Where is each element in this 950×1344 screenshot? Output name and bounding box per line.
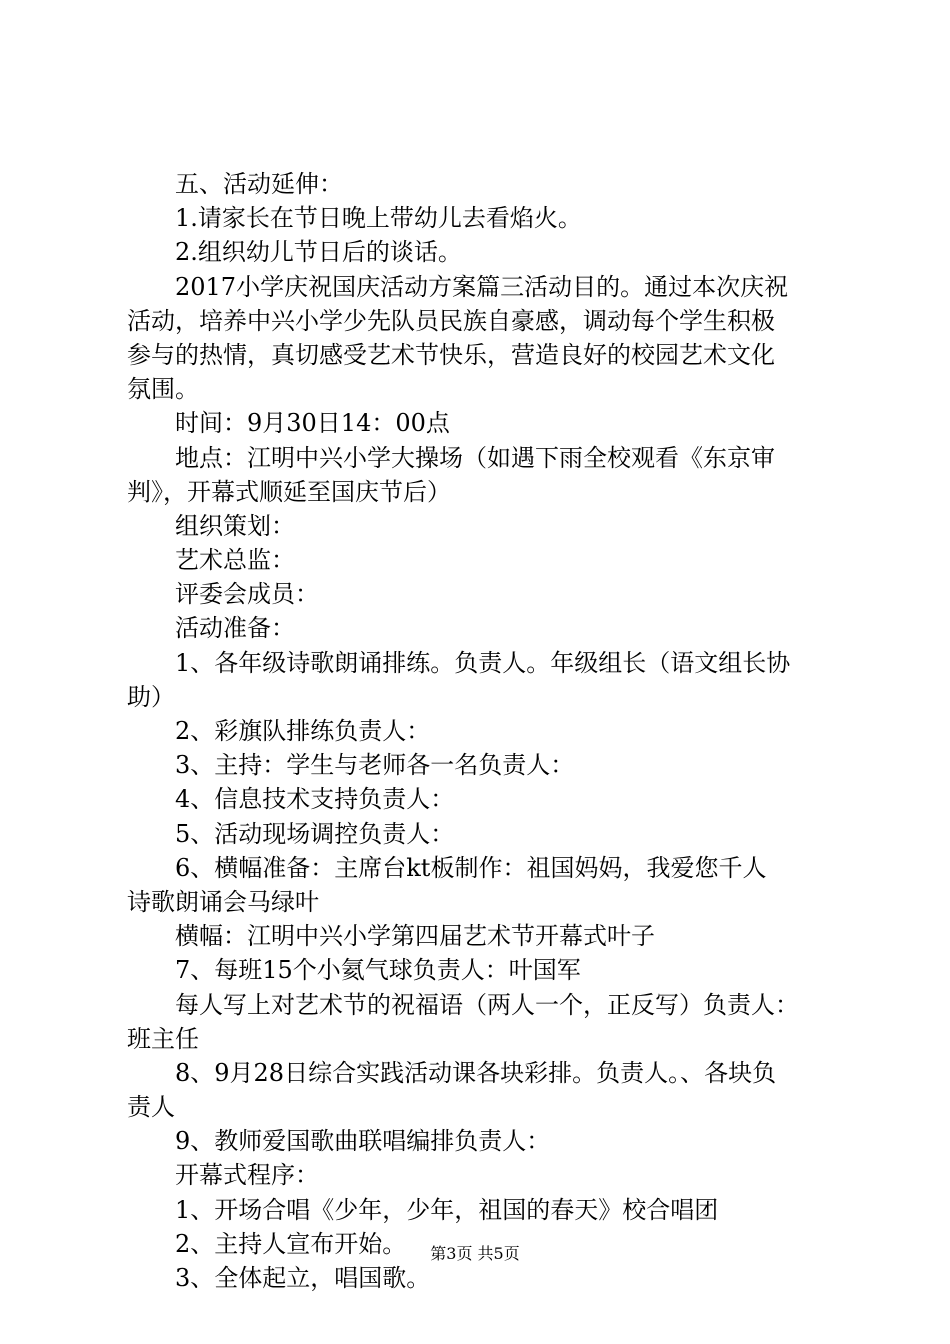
text-line: 2.组织幼儿节日后的谈话。: [175, 238, 462, 267]
text-line: 助）: [127, 682, 175, 711]
text-line: 诗歌朗诵会马绿叶: [127, 887, 319, 916]
text-line: 2、主持人宣布开始。: [175, 1229, 407, 1258]
text-line: 1、开场合唱《少年，少年，祖国的春天》校合唱团: [175, 1195, 719, 1224]
text-line: 1、各年级诗歌朗诵排练。负责人。年级组长（语文组长协: [175, 648, 791, 677]
text-line: 9、教师爱国歌曲联唱编排负责人：: [175, 1127, 551, 1156]
text-line: 每人写上对艺术节的祝福语（两人一个，正反写）负责人：: [175, 990, 799, 1019]
text-line: 3、主持：学生与老师各一名负责人：: [175, 751, 575, 780]
text-line: 1.请家长在节日晚上带幼儿去看焰火。: [175, 204, 582, 233]
text-line: 2、彩旗队排练负责人：: [175, 717, 431, 745]
text-line: 参与的热情，真切感受艺术节快乐，营造良好的校园艺术文化: [127, 340, 775, 369]
text-line: 艺术总监：: [175, 546, 295, 575]
text-line: 开幕式程序：: [175, 1161, 319, 1190]
text-line: 氛围。: [127, 375, 199, 404]
text-line: 4、信息技术支持负责人：: [175, 785, 455, 814]
text-line: 班主任: [127, 1024, 199, 1053]
text-line: 6、横幅准备：主席台kt板制作：祖国妈妈，我爱您千人: [175, 853, 767, 882]
text-line: 评委会成员：: [175, 580, 319, 609]
text-line: 7、每班15个小氦气球负责人：叶国军: [175, 956, 581, 985]
text-line: 横幅：江明中兴小学第四届艺术节开幕式叶子: [175, 922, 655, 951]
text-line: 判》，开幕式顺延至国庆节后）: [127, 477, 451, 506]
text-line: 3、全体起立，唱国歌。: [175, 1264, 431, 1292]
document-body: [127, 167, 837, 1295]
text-line: 组织策划：: [175, 511, 295, 540]
text-line: 时间：9月30日14：00点: [175, 409, 450, 438]
text-line: 活动准备：: [175, 614, 295, 643]
text-line: 5、活动现场调控负责人：: [175, 819, 455, 848]
page-footer: 第3页 共5页: [430, 1244, 520, 1263]
text-line: 地点：江明中兴小学大操场（如遇下雨全校观看《东京审: [175, 443, 775, 472]
text-line: 责人: [127, 1093, 175, 1122]
text-line: 活动，培养中兴小学少先队员民族自豪感，调动每个学生积极: [127, 306, 775, 335]
text-line: 五、活动延伸：: [175, 170, 343, 198]
text-line: 2017小学庆祝国庆活动方案篇三活动目的。通过本次庆祝: [175, 272, 789, 301]
text-line: 8、9月28日综合实践活动课各块彩排。负责人。、各块负: [175, 1058, 777, 1087]
